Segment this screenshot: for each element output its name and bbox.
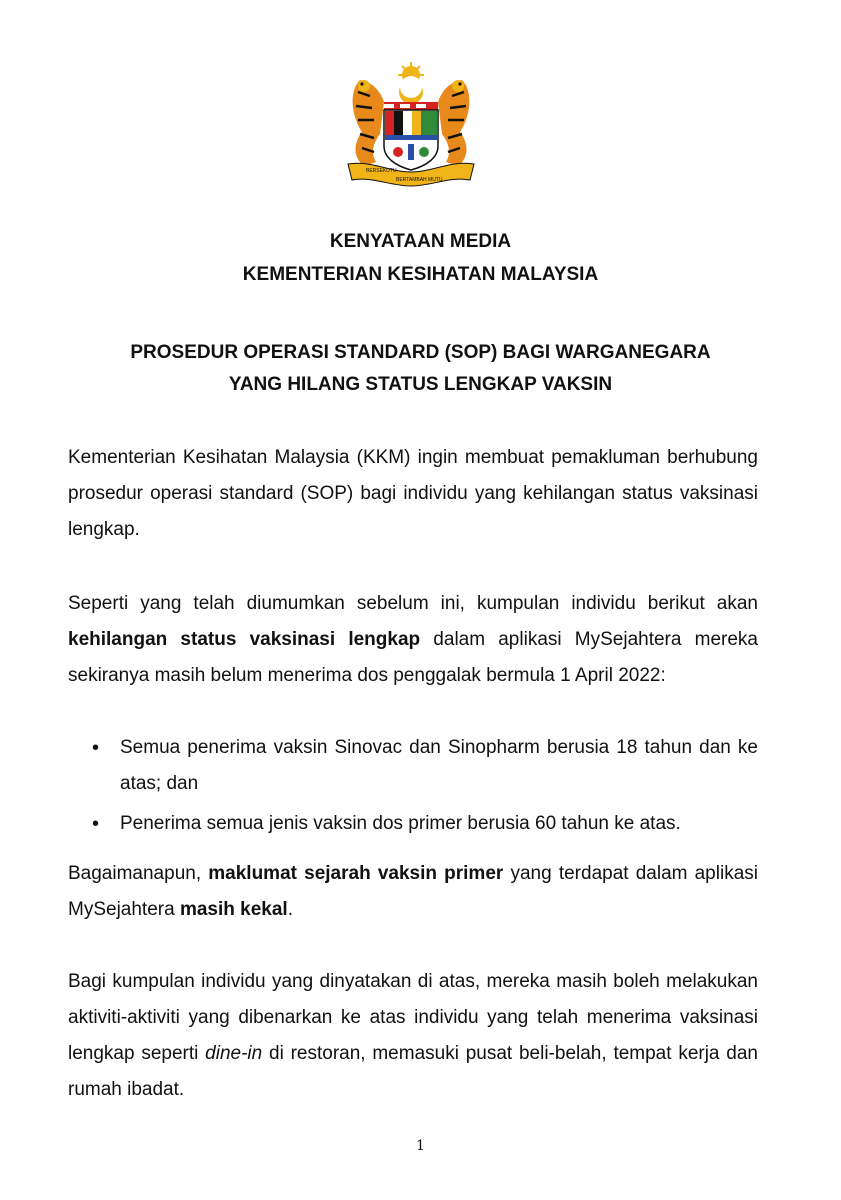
paragraph-activities-text-1: Bagi kumpulan individu yang dinyatakan di atas, mereka masih boleh melakukan aktiviti-aktiviti yang dibenarkan ke atas individu yang telah menerima vaksinasi lengkap seperti (68, 971, 758, 1064)
paragraph-history-text-2: yang terdapat dalam aplikasi MySejahtera (68, 863, 758, 920)
motto-upper: BERSEKUTU (366, 168, 397, 174)
list-item: • Semua penerima vaksin Sinovac dan Sinopharm berusia 18 tahun dan ke atas; dan (68, 730, 758, 802)
left-tiger-icon (353, 80, 384, 166)
malaysia-coat-of-arms-logo (340, 62, 482, 190)
affected-groups-list (68, 730, 758, 846)
crescent-icon (399, 76, 423, 104)
paragraph-history-bold-1: maklumat sejarah vaksin primer (208, 863, 504, 884)
paragraph-activities-text-2: di restoran, memasuki pusat beli-belah, tempat kerja dan rumah ibadat. (68, 1043, 758, 1100)
subject-line-1: PROSEDUR OPERASI STANDARD (SOP) BAGI WARGANEGARA (130, 342, 711, 363)
subject-line-2: YANG HILANG STATUS LENGKAP VAKSIN (228, 374, 613, 395)
list-item: • Penerima semua jenis vaksin dos primer berusia 60 tahun ke atas. (68, 806, 758, 842)
shield-icon (384, 102, 438, 170)
paragraph-history-text-1: Bagaimanapun, (68, 863, 209, 884)
paragraph-activities-italic: dine-in (205, 1043, 263, 1064)
right-tiger-icon (438, 80, 469, 166)
paragraph-intro: Kementerian Kesihatan Malaysia (KKM) ingin membuat pemakluman berhubung prosedur operasi standard (SOP) bagi individu yang kehilangan status vaksinasi lengkap. (68, 447, 758, 540)
paragraph-history (68, 856, 758, 928)
page-number: 1 (416, 1138, 425, 1154)
paragraph-announcement (68, 586, 758, 694)
paragraph-announcement-bold: kehilangan status vaksinasi lengkap (68, 629, 421, 650)
motto-lower: BERTAMBAH MUTU (396, 177, 443, 183)
paragraph-announcement-text-2: dalam aplikasi MySejahtera mereka sekiranya masih belum menerima dos penggalak bermula 1 April 2022: (68, 629, 758, 686)
paragraph-history-text-3: . (287, 899, 293, 920)
paragraph-announcement-text-1: Seperti yang telah diumumkan sebelum ini, kumpulan individu berikut akan (68, 593, 758, 614)
paragraph-history-bold-2: masih kekal (179, 899, 288, 920)
header-line-1: KENYATAAN MEDIA (329, 231, 512, 252)
header-line-2: KEMENTERIAN KESIHATAN MALAYSIA (242, 264, 599, 285)
paragraph-activities (68, 964, 758, 1108)
